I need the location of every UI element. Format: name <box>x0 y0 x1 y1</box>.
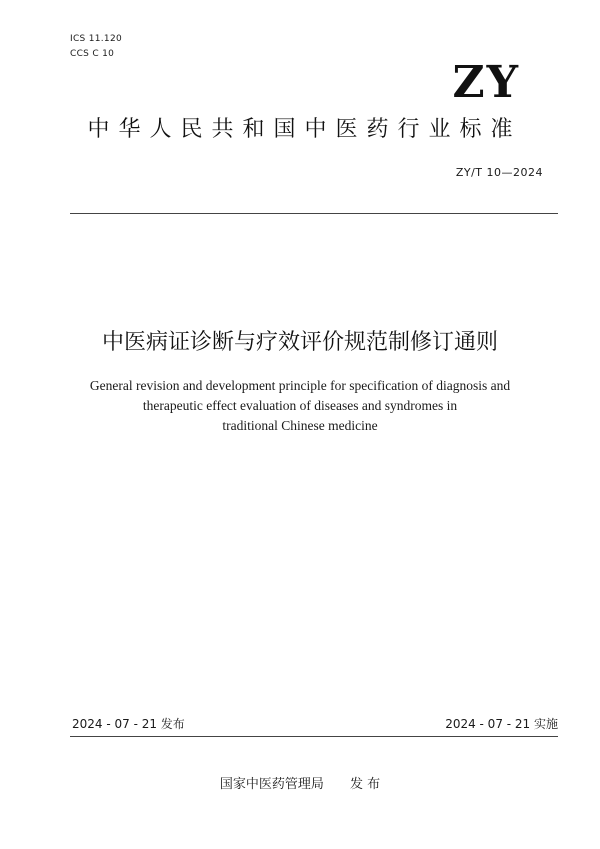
publish-date: 2024 - 07 - 21 发布 <box>72 717 185 731</box>
title-english-line-2: therapeutic effect evaluation of diseases and syndromes in <box>142 398 458 413</box>
title-english-line-3: traditional Chinese medicine <box>222 418 378 433</box>
title-english-line-1: General revision and development principle for specification of diagnosis and <box>89 378 511 393</box>
ics-code: ICS 11.120 <box>70 34 123 44</box>
bottom-divider <box>70 736 558 737</box>
issuer <box>0 776 600 794</box>
issuer-action: 发 布 <box>349 777 381 792</box>
zy-logo: ZY <box>452 57 520 108</box>
top-divider <box>70 213 558 214</box>
standard-number: ZY/T 10—2024 <box>455 166 543 179</box>
issuer-name: 国家中医药管理局 <box>219 777 324 792</box>
title-english <box>60 376 540 436</box>
organization-title: 中华人民共和国中医药行业标准 <box>87 117 522 142</box>
effective-date: 2024 - 07 - 21 实施 <box>445 717 558 731</box>
ccs-code: CCS C 10 <box>70 49 115 59</box>
title-chinese: 中医病证诊断与疗效评价规范制修订通则 <box>101 330 498 355</box>
